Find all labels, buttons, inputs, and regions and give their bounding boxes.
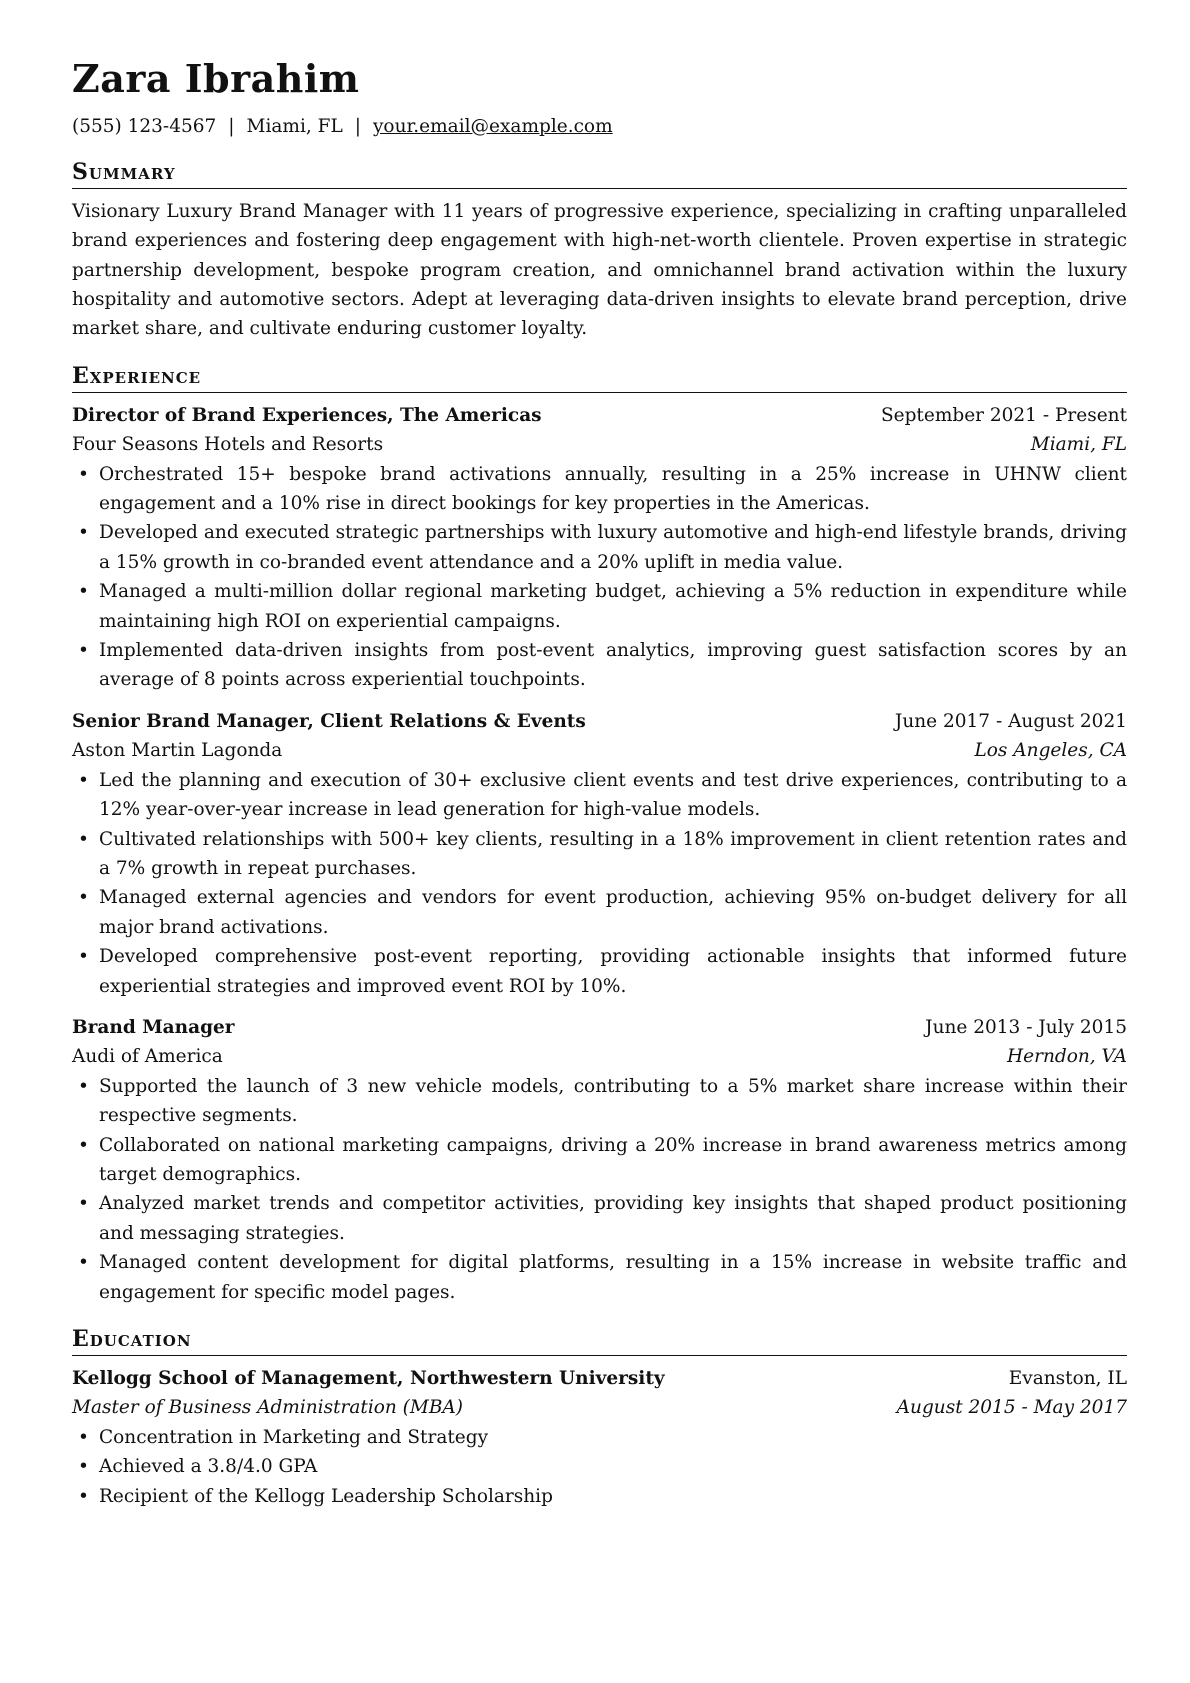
section-title-experience: Experience [72,362,1127,393]
job-dates: June 2013 - July 2015 [925,1016,1127,1038]
job-company: Aston Martin Lagonda [72,740,283,762]
job-bullet: • Managed external agencies and vendors for event production, achieving 95% on-budget delivery for all major brand activations. [72,883,1127,942]
job-company: Four Seasons Hotels and Resorts [72,434,384,456]
summary-section [72,158,1127,344]
contact-line [72,114,1127,140]
job-company: Audi of America [72,1046,223,1068]
job-bullet: • Implemented data-driven insights from post-event analytics, improving guest satisfaction scores by an average of 8 points across experiential touchpoints. [72,636,1127,695]
school-name: Kellogg School of Management, Northwestern University [72,1368,665,1390]
job-bullets [72,766,1127,1001]
job-title: Senior Brand Manager, Client Relations & Events [72,710,586,732]
job-location: Herndon, VA [1007,1046,1127,1068]
education-section [72,1325,1127,1511]
education-header-row [72,1364,1127,1393]
experience-section [72,362,1127,1307]
education-dates: August 2015 - May 2017 [896,1397,1127,1419]
job-bullet: • Developed comprehensive post-event reporting, providing actionable insights that informed future experiential strategies and improved event ROI by 10%. [72,942,1127,1001]
contact-location: Miami, FL [246,115,343,137]
job-location: Miami, FL [1030,434,1127,456]
job-header-row [72,707,1127,736]
contact-separator: | [228,115,235,137]
job-bullet: • Managed a multi-million dollar regional marketing budget, achieving a 5% reduction in expenditure while maintaining high ROI on experiential campaigns. [72,577,1127,636]
job-bullet: • Orchestrated 15+ bespoke brand activations annually, resulting in a 25% increase in UHNW client engagement and a 10% rise in direct bookings for key properties in the Americas. [72,460,1127,519]
job-title: Director of Brand Experiences, The Americas [72,404,542,426]
job-company-row [72,1042,1127,1071]
education-bullet: • Concentration in Marketing and Strategy [72,1423,1127,1452]
job-entry [72,401,1127,695]
job-company-row [72,430,1127,459]
job-bullet: • Cultivated relationships with 500+ key clients, resulting in a 18% improvement in client retention rates and a 7% growth in repeat purchases. [72,825,1127,884]
job-title: Brand Manager [72,1016,235,1038]
candidate-name: Zara Ibrahim [72,56,360,101]
contact-separator: | [354,115,361,137]
job-entry [72,1013,1127,1307]
job-bullet: • Managed content development for digital platforms, resulting in a 15% increase in website traffic and engagement for specific model pages. [72,1248,1127,1307]
job-bullet: • Analyzed market trends and competitor activities, providing key insights that shaped product positioning and messaging strategies. [72,1189,1127,1248]
contact-phone: (555) 123-4567 [72,115,217,137]
education-degree-row [72,1393,1127,1422]
contact-email-link[interactable]: your.email@example.com [372,115,613,137]
job-company-row [72,736,1127,765]
job-dates: September 2021 - Present [880,404,1127,426]
job-dates: June 2017 - August 2021 [894,710,1127,732]
job-bullet: • Collaborated on national marketing campaigns, driving a 20% increase in brand awareness metrics among target demographics. [72,1131,1127,1190]
job-bullets [72,460,1127,695]
section-title-education: Education [72,1325,1127,1356]
job-bullet: • Developed and executed strategic partnerships with luxury automotive and high-end lifestyle brands, driving a 15% growth in co-branded event attendance and a 20% uplift in media value. [72,518,1127,577]
section-title-summary: Summary [72,158,1127,189]
school-location: Evanston, IL [1008,1368,1127,1390]
job-header-row [72,401,1127,430]
job-entry [72,707,1127,1001]
degree-name: Master of Business Administration (MBA) [72,1397,464,1419]
education-bullets [72,1423,1127,1511]
summary-text: Visionary Luxury Brand Manager with 11 years of progressive experience, specializing in crafting unparalleled brand experiences and fostering deep engagement with high-net-worth clientele. Proven expertise in strategic partnership development, bespoke program creation, and omnichannel brand activation within the luxury hospitality and automotive sectors. Adept at leveraging data-driven insights to elevate brand perception, drive market share, and cultivate enduring customer loyalty. [72,200,1127,340]
job-bullets [72,1072,1127,1307]
job-bullet: • Led the planning and execution of 30+ exclusive client events and test drive experiences, contributing to a 12% year-over-year increase in lead generation for high-value models. [72,766,1127,825]
education-bullet: • Achieved a 3.8/4.0 GPA [72,1452,1127,1481]
education-entry [72,1364,1127,1511]
education-bullet: • Recipient of the Kellogg Leadership Scholarship [72,1482,1127,1511]
job-bullet: • Supported the launch of 3 new vehicle models, contributing to a 5% market share increase within their respective segments. [72,1072,1127,1131]
job-location: Los Angeles, CA [974,740,1127,762]
job-header-row [72,1013,1127,1042]
